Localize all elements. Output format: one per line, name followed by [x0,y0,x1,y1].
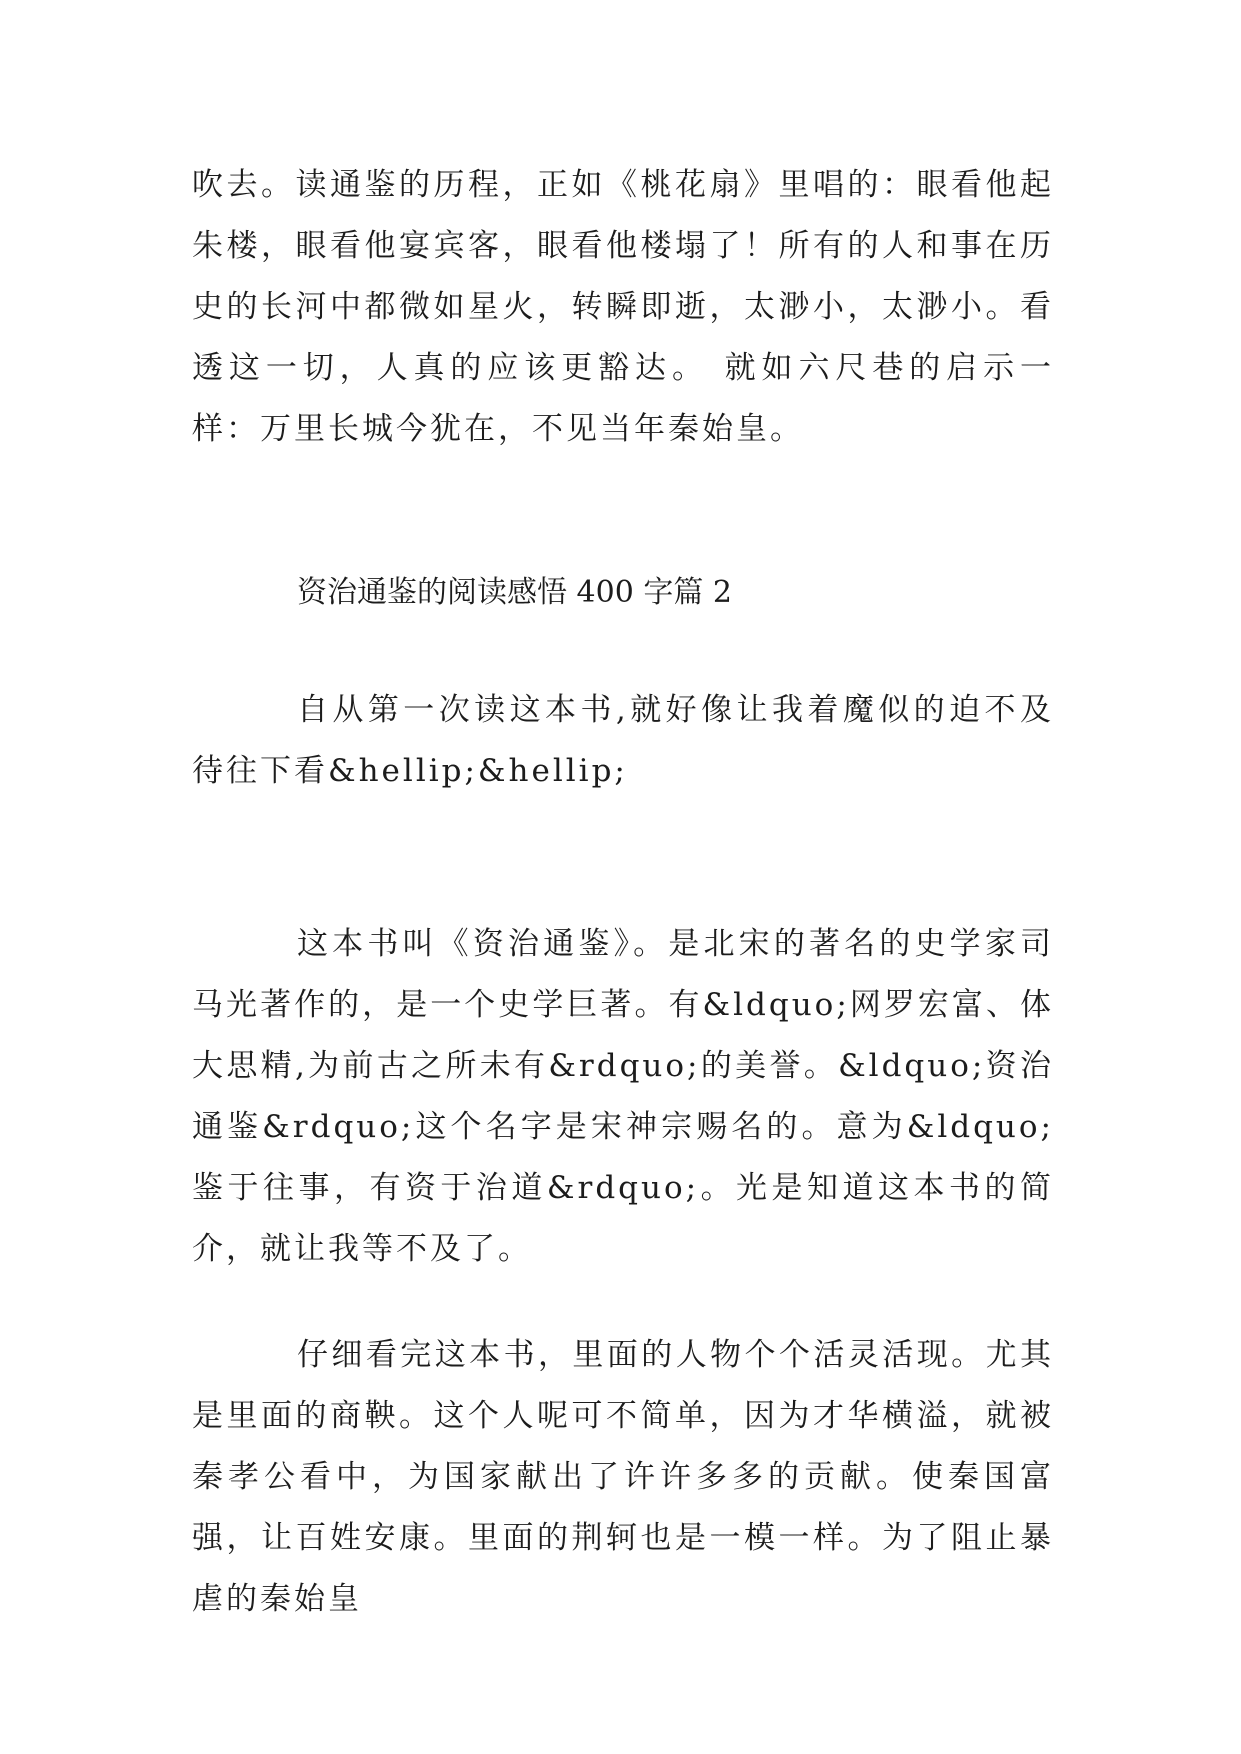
characters-paragraph: 仔细看完这本书，里面的人物个个活灵活现。尤其是里面的商鞅。这个人呢可不简单，因为才华横溢，就被秦孝公看中，为国家献出了许许多多的贡献。使秦国富强，让百姓安康。里面的荆轲也是一模一样。为了阻止暴虐的秦始皇 [192,1337,1054,1617]
intro-paragraph: 自从第一次读这本书,就好像让我着魔似的迫不及待往下看&hellip;&hellip; [192,692,1054,789]
section-title: 资治通鉴的阅读感悟 400 字篇 2 [297,575,732,610]
continuation-paragraph: 吹去。读通鉴的历程，正如《桃花扇》里唱的：眼看他起朱楼，眼看他宴宾客，眼看他楼塌了！所有的人和事在历史的长河中都微如星火，转瞬即逝，太渺小，太渺小。看透这一切，人真的应该更豁达。 就如六尺巷的启示一样：万里长城今犹在，不见当年秦始皇。 [192,167,1054,447]
about-book-paragraph: 这本书叫《资治通鉴》。是北宋的著名的史学家司马光著作的，是一个史学巨著。有&ldquo;网罗宏富、体大思精,为前古之所未有&rdquo;的美誉。&ldquo;资治通鉴&rdquo;这个名字是宋神宗赐名的。意为&ldquo;鉴于往事，有资于治道&rdquo;。光是知道这本书的简介，就让我等不及了。 [192,926,1054,1267]
